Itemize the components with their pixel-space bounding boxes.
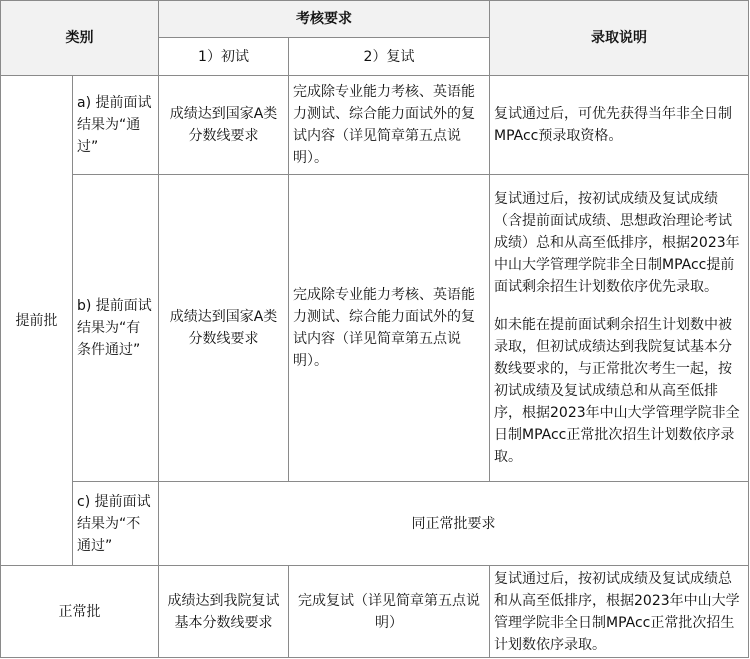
normal-row-admission: 复试通过后，按初试成绩及复试成绩总和从高至低排序，根据2023年中山大学管理学院非全日制MPAcc正常批次招生计划数依序录取。 [490, 566, 749, 658]
normal-row-retest: 完成复试（详见简章第五点说明） [289, 566, 490, 658]
header-retest: 2）复试 [289, 38, 490, 76]
early-row-b-admission [490, 175, 749, 482]
early-row-b-retest: 完成除专业能力考核、英语能力测试、综合能力面试外的复试内容（详见简章第五点说明）。 [289, 175, 490, 482]
header-initial: 1）初试 [159, 38, 289, 76]
early-row-a-admission: 复试通过后，可优先获得当年非全日制MPAcc预录取资格。 [490, 76, 749, 175]
early-row-b-sub: b) 提前面试结果为“有条件通过” [73, 175, 159, 482]
header-category: 类别 [1, 1, 159, 76]
early-row-b-admission-paragraph-1: 复试通过后，按初试成绩及复试成绩（含提前面试成绩、思想政治理论考试成绩）总和从高至低排序，根据2023年中山大学管理学院非全日制MPAcc提前面试剩余招生计划数依序优先录取。 [494, 191, 740, 295]
header-admission: 录取说明 [490, 1, 749, 76]
early-row-a-sub: a) 提前面试结果为“通过” [73, 76, 159, 175]
early-row-c-merged: 同正常批要求 [159, 482, 749, 566]
normal-batch-label: 正常批 [1, 566, 159, 658]
early-batch-label: 提前批 [1, 76, 73, 566]
normal-row-initial: 成绩达到我院复试基本分数线要求 [159, 566, 289, 658]
early-row-a-initial: 成绩达到国家A类分数线要求 [159, 76, 289, 175]
early-row-b-initial: 成绩达到国家A类分数线要求 [159, 175, 289, 482]
early-row-a-retest: 完成除专业能力考核、英语能力测试、综合能力面试外的复试内容（详见简章第五点说明）。 [289, 76, 490, 175]
early-row-b-admission-paragraph-2: 如未能在提前面试剩余招生计划数中被录取，但初试成绩达到我院复试基本分数线要求的，与正常批次考生一起，按初试成绩及复试成绩总和从高至低排序，根据2023年中山大学管理学院非全日制MPAcc正常批次招生计划数依序录取。 [494, 317, 740, 465]
header-requirements: 考核要求 [159, 1, 490, 38]
early-row-c-sub: c) 提前面试结果为“不通过” [73, 482, 159, 566]
